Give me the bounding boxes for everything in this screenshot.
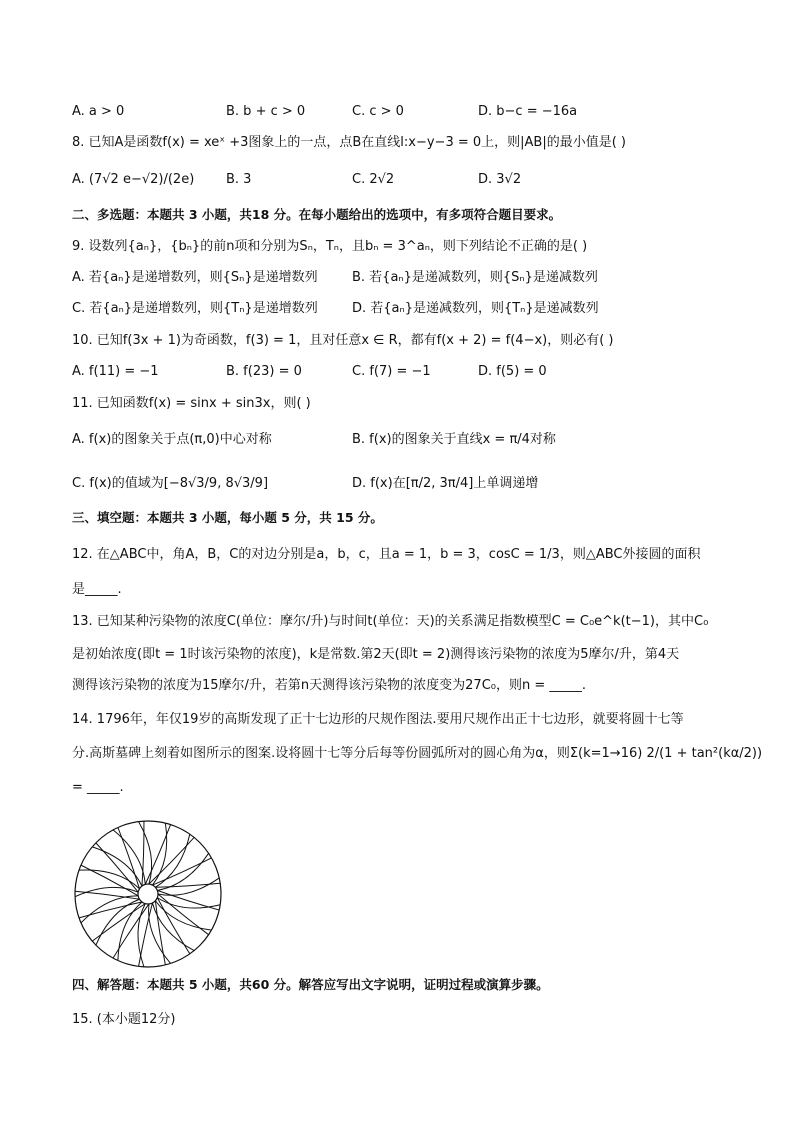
- q14-line-2: 分.高斯墓碑上刻着如图所示的图案.设将圆十七等分后每等份圆弧所对的圆心角为α，则Σ(k=1→16) 2/(1 + tan²(kα/2)): [72, 746, 763, 761]
- q11-option-b: B. f(x)的图象关于直线x = π/4对称: [352, 432, 556, 447]
- q9-option-d: D. 若{aₙ}是递减数列，则{Tₙ}是递减数列: [352, 301, 599, 316]
- q10-option-a: A. f(11) = −1: [72, 364, 159, 379]
- q10-option-c: C. f(7) = −1: [352, 364, 431, 379]
- petal-curve: [152, 823, 166, 885]
- q8-option-d: D. 3√2: [478, 172, 522, 187]
- q8-option-b: B. 3: [226, 172, 252, 187]
- q8-option-c: C. 2√2: [352, 172, 395, 187]
- q13-line-2: 是初始浓度(即t = 1时该污染物的浓度)，k是常数.第2天(即t = 2)测得该污染物的浓度为5摩尔/升，第4天: [72, 647, 680, 662]
- gauss-heptadecagon-figure: [72, 818, 224, 974]
- q9-stem: 9. 设数列{aₙ}，{bₙ}的前n项和分别为Sₙ，Tₙ，且bₙ = 3^aₙ，则下列结论不正确的是( ): [72, 239, 588, 254]
- q13-line-1: 13. 已知某种污染物的浓度C(单位：摩尔/升)与时间t(单位：天)的关系满足指数模型C = C₀e^k(t−1)，其中C₀: [72, 614, 709, 629]
- q7-option-b: B. b + c > 0: [226, 104, 306, 119]
- q7-option-c: C. c > 0: [352, 104, 404, 119]
- petal-curve: [155, 883, 220, 887]
- q11-option-c: C. f(x)的值域为[−8√3/9, 8√3/9]: [72, 476, 269, 491]
- section-4-title: 四、解答题：本题共 5 小题，共60 分。解答应写出文字说明，证明过程或演算步骤。: [72, 977, 549, 992]
- q10-option-d: D. f(5) = 0: [478, 364, 547, 379]
- q8-option-a: A. (7√2 e−√2)/(2e): [72, 172, 195, 187]
- q7-option-d: D. b−c = −16a: [478, 104, 578, 119]
- q9-option-a: A. 若{aₙ}是递增数列，则{Sₙ}是递增数列: [72, 270, 318, 285]
- section-2-title: 二、多选题：本题共 3 小题，共18 分。在每小题给出的选项中，有多项符合题目要求。: [72, 207, 562, 222]
- q10-option-b: B. f(23) = 0: [226, 364, 302, 379]
- q12-line-1: 12. 在△ABC中，角A，B，C的对边分别是a，b，c，且a = 1，b = 3，cosC = 1/3，则△ABC外接圆的面积: [72, 547, 701, 562]
- q9-option-b: B. 若{aₙ}是递减数列，则{Sₙ}是递减数列: [352, 270, 598, 285]
- q10-stem: 10. 已知f(3x + 1)为奇函数，f(3) = 1，且对任意x ∈ R，都有f(x + 2) = f(4−x)，则必有( ): [72, 333, 614, 348]
- petal-curve: [138, 904, 145, 967]
- q11-option-d: D. f(x)在[π/2, 3π/4]上单调递增: [352, 476, 539, 491]
- q11-stem: 11. 已知函数f(x) = sinx + sin3x，则( ): [72, 396, 311, 411]
- q13-line-3: 测得该污染物的浓度为15摩尔/升，若第n天测得该污染物的浓度变为27C₀，则n = _____.: [72, 678, 587, 693]
- q8-stem: 8. 已知A是函数f(x) = xeˣ +3图象上的一点，点B在直线l:x−y−3 = 0上，则|AB|的最小值是( ): [72, 135, 626, 150]
- q14-line-1: 14. 1796年，年仅19岁的高斯发现了正十七边形的尺规作图法.要用尺规作出正十七边形，就要将圆十七等: [72, 712, 684, 727]
- q14-line-3: = _____.: [72, 780, 124, 795]
- gauss-figure-svg: [72, 818, 224, 970]
- petal-curve: [157, 898, 220, 908]
- q7-option-a: A. a > 0: [72, 104, 125, 119]
- q9-option-c: C. 若{aₙ}是递增数列，则{Tₙ}是递增数列: [72, 301, 318, 316]
- inner-circle: [138, 884, 158, 904]
- section-3-title: 三、填空题：本题共 3 小题，每小题 5 分，共 15 分。: [72, 510, 383, 525]
- q15-stem: 15. (本小题12分): [72, 1012, 176, 1027]
- q12-line-2: 是_____.: [72, 582, 122, 597]
- q11-option-a: A. f(x)的图象关于点(π,0)中心对称: [72, 432, 272, 447]
